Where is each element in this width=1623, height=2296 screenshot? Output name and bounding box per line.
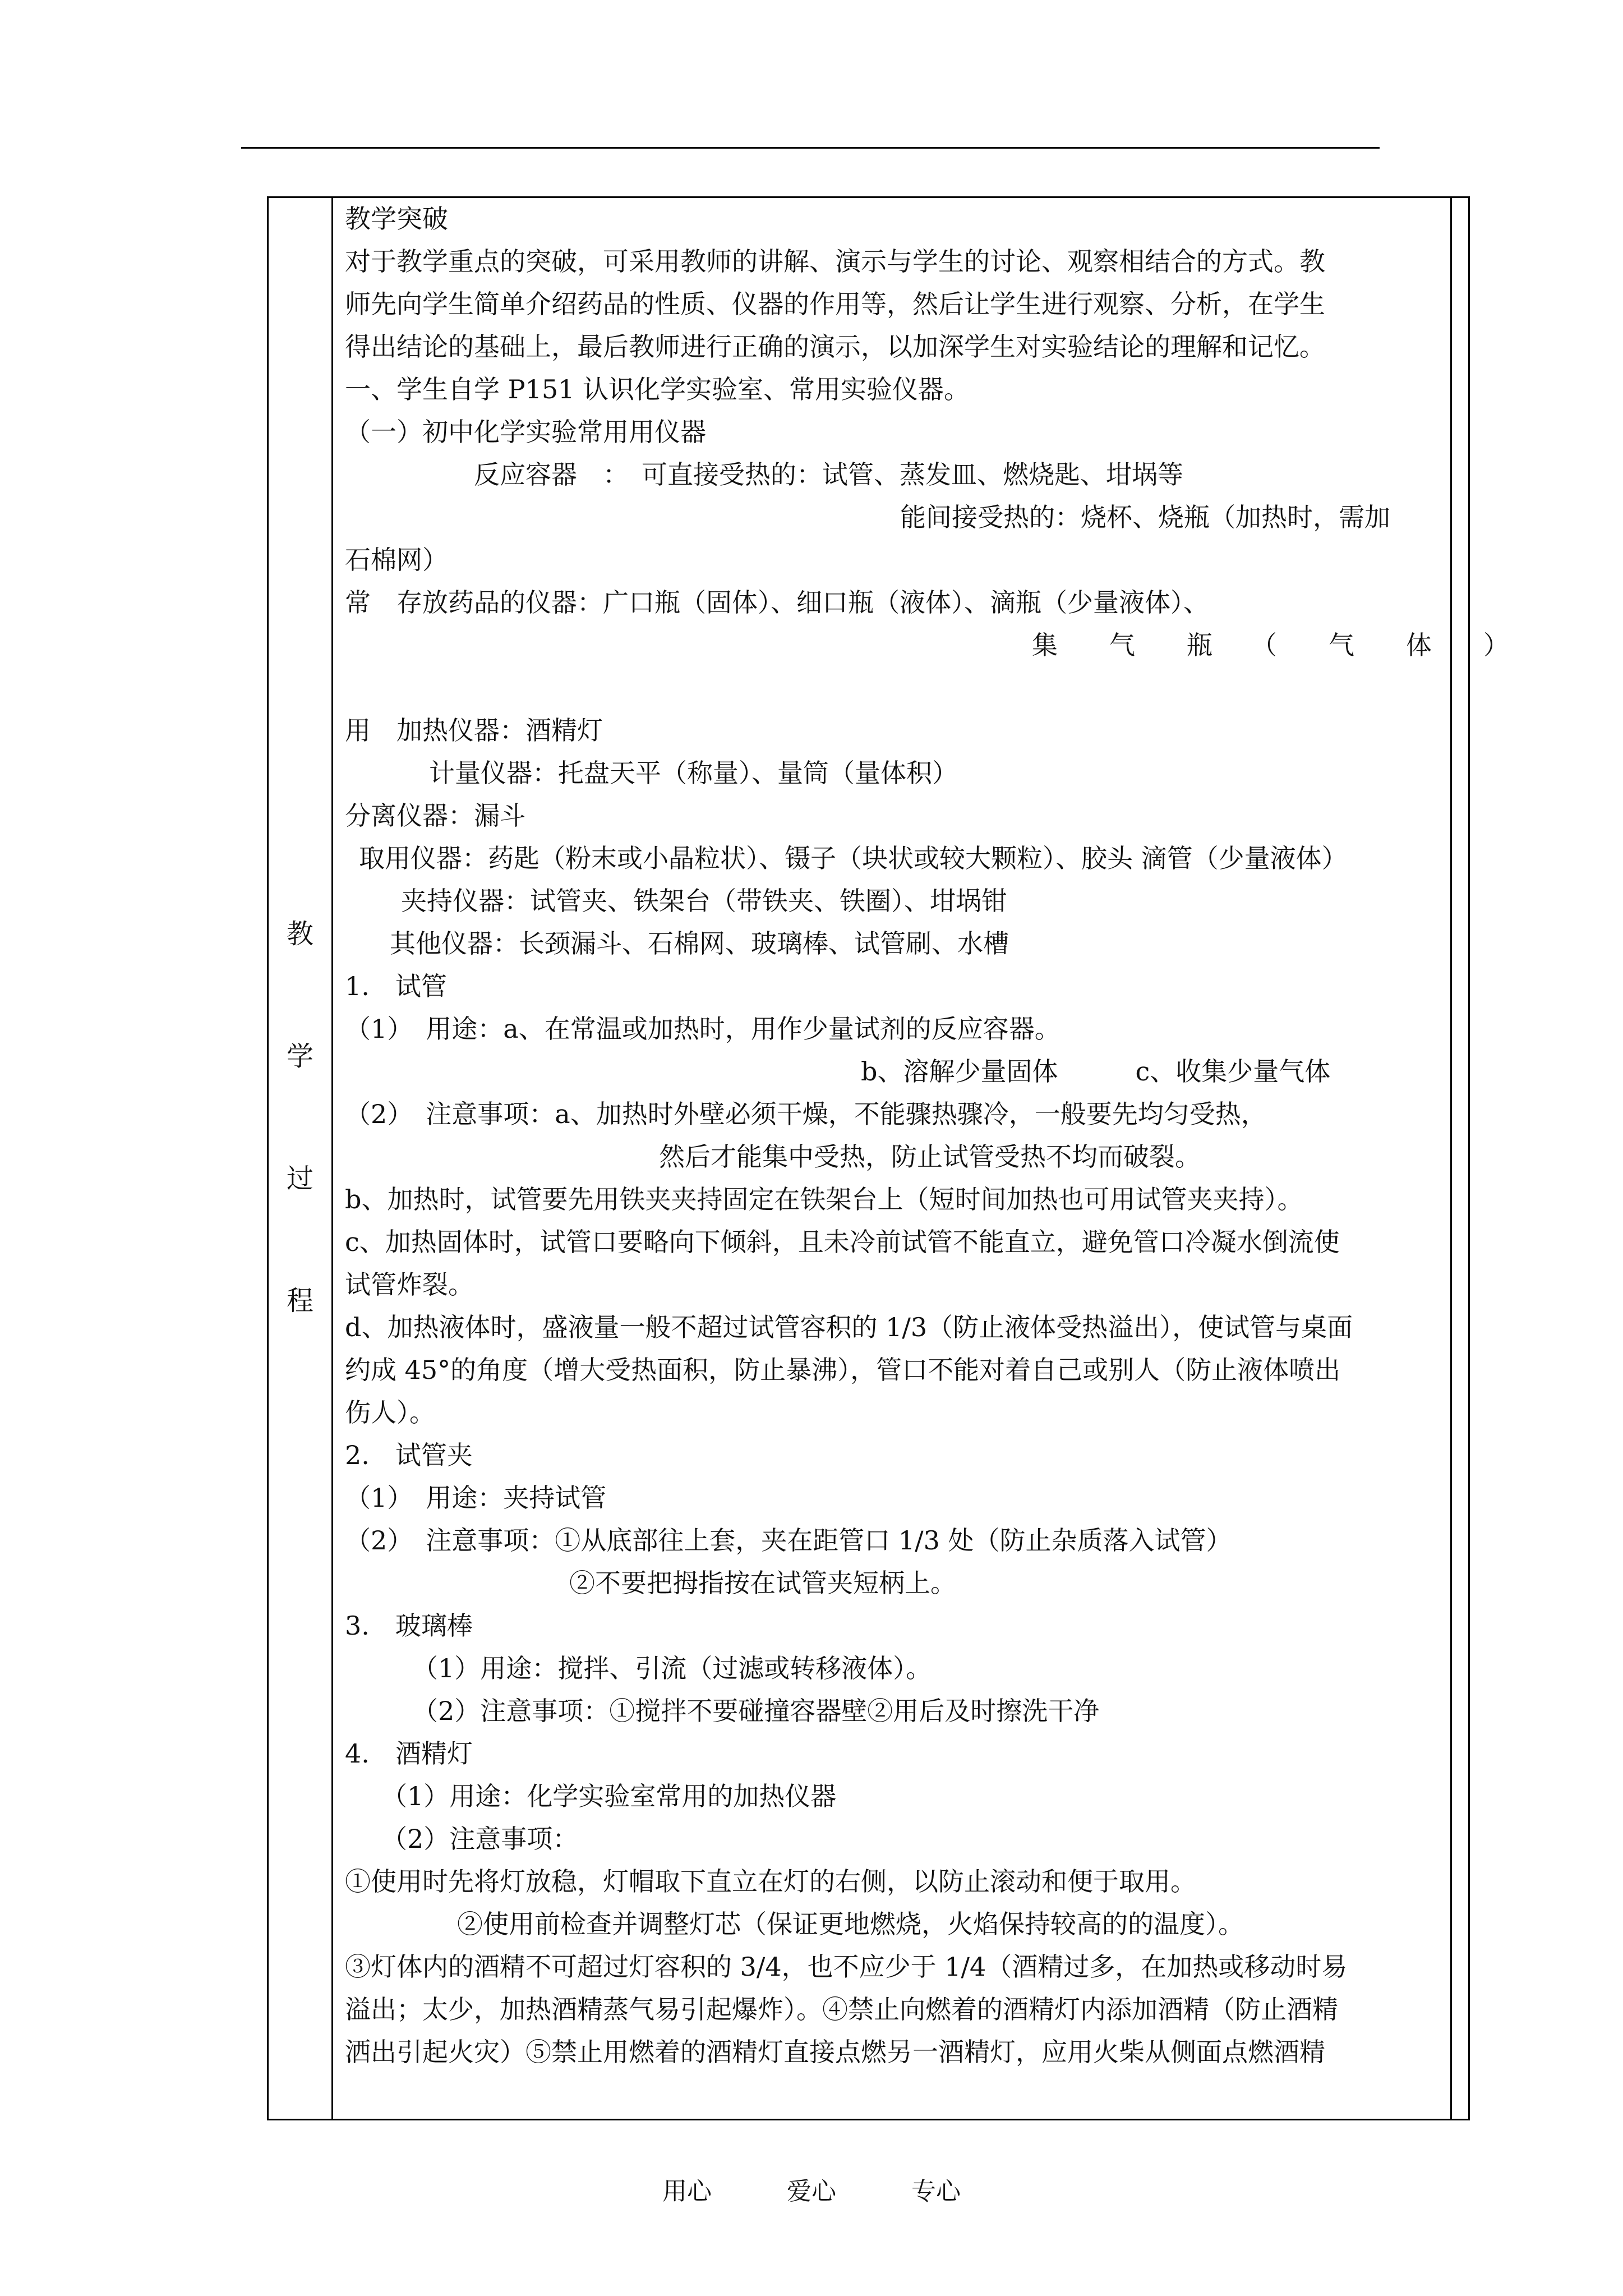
content-line	[345, 1690, 1458, 1732]
content-line-text: （1） 用途：夹持试管	[345, 1483, 607, 1513]
content-line-text: 1. 试管	[345, 971, 447, 1001]
content-line	[345, 1476, 1458, 1519]
content-line-text: 得出结论的基础上，最后教师进行正确的演示，以加深学生对实验结论的理解和记忆。	[345, 332, 1325, 362]
table-divider-left	[331, 196, 333, 2120]
content-line	[345, 1945, 1458, 1988]
content-line	[345, 1818, 1458, 1860]
content-line-text: 3. 玻璃棒	[345, 1611, 473, 1641]
content-line	[345, 1647, 1458, 1690]
content-line	[345, 794, 1458, 837]
content-line-text: 约成 45°的角度（增大受热面积，防止暴沸），管口不能对着自己或别人（防止液体喷出	[345, 1355, 1341, 1385]
content-line-text: 能间接受热的：烧杯、烧瓶（加热时，需加	[900, 502, 1390, 532]
content-line	[345, 581, 1458, 624]
content-line	[345, 1050, 1458, 1093]
content-line	[345, 325, 1458, 368]
content-line-text: c、加热固体时，试管口要略向下倾斜，且未冷前试管不能直立，避免管口冷凝水倒流使	[345, 1227, 1340, 1257]
content-line	[345, 1860, 1458, 1903]
content-line-text: （2） 注意事项：①从底部往上套，夹在距管口 1/3 处（防止杂质落入试管）	[345, 1525, 1232, 1556]
content-line-text: ①使用时先将灯放稳，灯帽取下直立在灯的右侧，以防止滚动和便于取用。	[345, 1866, 1196, 1897]
content-line-text: 计量仪器：托盘天平（称量）、量筒（量体积）	[429, 758, 958, 788]
footer-motto: 爱心	[787, 2177, 836, 2206]
content-line-text: 教学突破	[345, 204, 448, 234]
content-line	[345, 1604, 1458, 1647]
content-line-text: 一、学生自学 P151 认识化学实验室、常用实验仪器。	[345, 374, 970, 404]
content-line-text: b、加热时，试管要先用铁夹夹持固定在铁架台上（短时间加热也可用试管夹夹持）。	[345, 1184, 1303, 1214]
side-label-char: 学	[286, 1041, 313, 1072]
content-line-text: 反应容器 ： 可直接受热的：试管、蒸发皿、燃烧匙、坩埚等	[474, 459, 1183, 490]
content-line	[345, 539, 1458, 581]
content-line	[345, 1007, 1458, 1050]
content-line	[345, 880, 1458, 922]
content-line-text: 对于教学重点的突破，可采用教师的讲解、演示与学生的讨论、观察相结合的方式。教	[345, 246, 1325, 277]
content-line-text: 溢出；太少，加热酒精蒸气易引起爆炸）。④禁止向燃着的酒精灯内添加酒精（防止酒精	[345, 1994, 1338, 2024]
content-line-text: 然后才能集中受热，防止试管受热不均而破裂。	[659, 1142, 1201, 1172]
side-label-char: 过	[286, 1163, 313, 1194]
content-line-text: （2） 注意事项：a、加热时外壁必须干燥，不能骤热骤冷，一般要先均匀受热，	[345, 1099, 1267, 1129]
content-line-text: 常 存放药品的仪器：广口瓶（固体）、细口瓶（液体）、滴瓶（少量液体）、	[345, 587, 1209, 618]
content-line-text: （一）初中化学实验常用用仪器	[345, 417, 706, 447]
content-line-text: 石棉网）	[345, 545, 448, 575]
content-line-text: （1） 用途：a、在常温或加热时，用作少量试剂的反应容器。	[345, 1014, 1061, 1044]
content-line	[345, 453, 1458, 496]
content-line-text: 伤人）。	[345, 1397, 435, 1428]
content-line-text: ②使用前检查并调整灯芯（保证更地燃烧，火焰保持较高的的温度）。	[457, 1909, 1244, 1939]
content-line	[345, 752, 1458, 794]
side-label-column	[269, 198, 331, 2119]
content-line	[345, 965, 1458, 1007]
footer-motto: 专心	[911, 2177, 961, 2206]
content-line	[345, 368, 1458, 411]
content-line-text: 集 气 瓶 （ 气 体 ）	[1032, 630, 1509, 660]
content-line	[345, 197, 1458, 240]
content-line	[345, 1988, 1458, 2031]
content-line-text: 4. 酒精灯	[345, 1738, 473, 1769]
content-line	[345, 1562, 1458, 1604]
content-line-text: （1）用途：搅拌、引流（过滤或转移液体）。	[412, 1653, 932, 1683]
content-line-text: ②不要把拇指按在试管夹短柄上。	[569, 1568, 956, 1598]
content-line-text: （2）注意事项：	[381, 1824, 579, 1854]
content-line	[345, 1775, 1458, 1818]
content-line-text: 师先向学生简单介绍药品的性质、仪器的作用等，然后让学生进行观察、分析，在学生	[345, 289, 1325, 319]
content-line	[345, 837, 1458, 880]
content-line-text: 2. 试管夹	[345, 1440, 473, 1470]
side-label-char: 教	[286, 918, 313, 950]
content-line	[345, 283, 1458, 325]
side-label-char: 程	[286, 1285, 313, 1317]
content-line-text: 洒出引起火灾）⑤禁止用燃着的酒精灯直接点燃另一酒精灯，应用火柴从侧面点燃酒精	[345, 2037, 1325, 2067]
content-line	[345, 1093, 1458, 1135]
content-line	[345, 1434, 1458, 1476]
content-line-text: 用 加热仪器：酒精灯	[345, 715, 603, 746]
content-line-text: 试管炸裂。	[345, 1269, 474, 1300]
content-line	[345, 922, 1458, 965]
content-line	[345, 624, 1509, 666]
content-line-text: 分离仪器：漏斗	[345, 800, 525, 831]
content-line	[345, 496, 1458, 539]
lesson-content	[345, 197, 1509, 2116]
content-line	[345, 1391, 1458, 1434]
content-line	[345, 411, 1458, 453]
content-line-text: b、溶解少量固体 c、收集少量气体	[861, 1056, 1331, 1087]
content-line-text: 夹持仪器：试管夹、铁架台（带铁夹、铁圈）、坩埚钳	[401, 886, 1007, 916]
content-line	[345, 2031, 1458, 2073]
content-line-text: （1）用途：化学实验室常用的加热仪器	[381, 1781, 837, 1811]
content-line	[345, 1178, 1458, 1221]
page-footer	[0, 2171, 1623, 2207]
content-line	[345, 1221, 1458, 1263]
content-line	[345, 1732, 1458, 1775]
content-line	[345, 1306, 1458, 1349]
content-line	[345, 666, 1458, 709]
content-line-text: （2）注意事项：①搅拌不要碰撞容器壁②用后及时擦洗干净	[412, 1696, 1100, 1726]
content-line	[345, 1263, 1458, 1306]
content-line	[345, 1519, 1458, 1562]
content-line	[345, 1903, 1458, 1945]
content-line-text: d、加热液体时，盛液量一般不超过试管容积的 1/3（防止液体受热溢出），使试管与桌面	[345, 1312, 1353, 1342]
footer-motto: 用心	[662, 2177, 712, 2206]
header-rule	[241, 147, 1380, 149]
content-line-text: 取用仪器：药匙（粉末或小晶粒状）、镊子（块状或较大颗粒）、胶头 滴管（少量液体）	[359, 843, 1348, 873]
content-line	[345, 240, 1458, 283]
content-line	[345, 1349, 1458, 1391]
content-line	[345, 709, 1458, 752]
content-line-text: 其他仪器：长颈漏斗、石棉网、玻璃棒、试管刷、水槽	[390, 928, 1009, 959]
content-line	[345, 1135, 1458, 1178]
content-line-text: ③灯体内的酒精不可超过灯容积的 3/4，也不应少于 1/4（酒精过多，在加热或移动时易	[345, 1952, 1348, 1982]
